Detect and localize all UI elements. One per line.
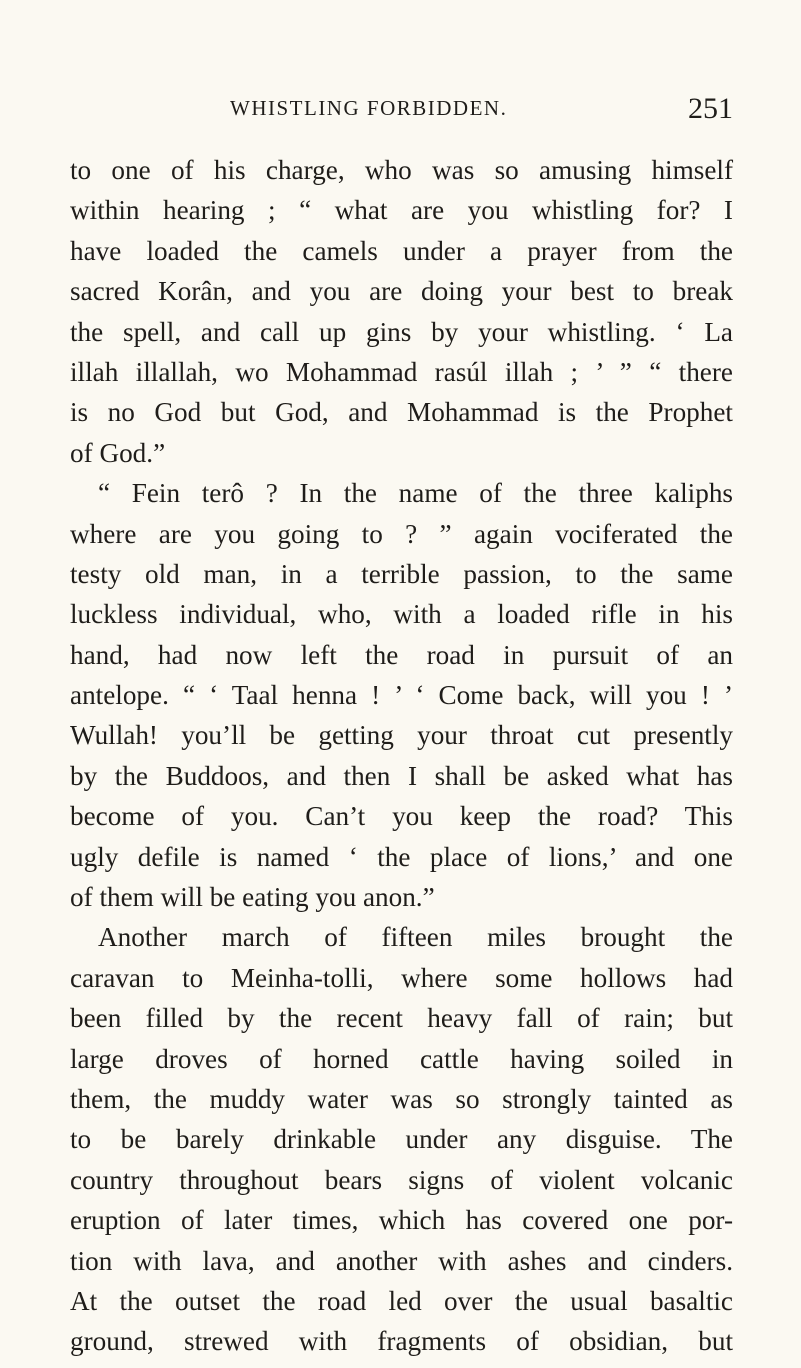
text-line: antelope. “ ‘ Taal henna ! ’ ‘ Come back, will you ! ’ xyxy=(70,680,733,711)
text-line: tion with lava, and another with ashes and cinders. xyxy=(70,1245,733,1276)
text-line: sacred Korân, and you are doing your best to break xyxy=(70,276,733,307)
text-line: luckless individual, who, with a loaded rifle in his xyxy=(70,599,733,630)
text-line: of them will be eating you anon.” xyxy=(70,882,435,913)
text-line: large droves of horned cattle having soiled in xyxy=(70,1043,733,1074)
text-line: hand, had now left the road in pursuit of an xyxy=(70,639,733,670)
text-line: testy old man, in a terrible passion, to the same xyxy=(70,558,733,589)
text-line: caravan to Meinha-tolli, where some hollows had xyxy=(70,962,733,993)
running-head: WHISTLING FORBIDDEN. xyxy=(230,96,508,120)
page-body xyxy=(70,150,733,1362)
text-line: ugly defile is named ‘ the place of lions,’ and one xyxy=(70,841,733,872)
text-line: ground, strewed with fragments of obsidian, but xyxy=(70,1326,733,1357)
text-line: by the Buddoos, and then I shall be asked what has xyxy=(70,760,733,791)
text-line: illah illallah, wo Mohammad rasúl illah ; ’ ” “ there xyxy=(70,356,733,387)
text-line: the spell, and call up gins by your whistling. ‘ La xyxy=(70,316,733,347)
text-line: to be barely drinkable under any disguise. The xyxy=(70,1124,733,1155)
text-line: “ Fein terô ? In the name of the three kaliphs xyxy=(98,478,733,509)
text-line: them, the muddy water was so strongly tainted as xyxy=(70,1083,733,1114)
page-number: 251 xyxy=(688,92,733,125)
text-line: of God.” xyxy=(70,437,166,468)
text-line: become of you. Can’t you keep the road? This xyxy=(70,801,733,832)
text-line: is no God but God, and Mohammad is the Prophet xyxy=(70,397,733,428)
text-line: within hearing ; “ what are you whistling for? I xyxy=(70,195,733,226)
page-header xyxy=(70,92,733,132)
text-line: At the outset the road led over the usual basaltic xyxy=(70,1285,733,1316)
text-line: been filled by the recent heavy fall of rain; but xyxy=(70,1003,733,1034)
text-line: eruption of later times, which has covered one por- xyxy=(70,1205,733,1236)
text-line: Another march of fifteen miles brought the xyxy=(98,922,733,953)
text-line: have loaded the camels under a prayer from the xyxy=(70,235,733,266)
text-line: to one of his charge, who was so amusing himself xyxy=(70,155,733,185)
text-line: where are you going to ? ” again vociferated the xyxy=(70,518,733,549)
text-line: Wullah! you’ll be getting your throat cut presently xyxy=(70,720,733,751)
text-line: country throughout bears signs of violent volcanic xyxy=(70,1164,733,1195)
